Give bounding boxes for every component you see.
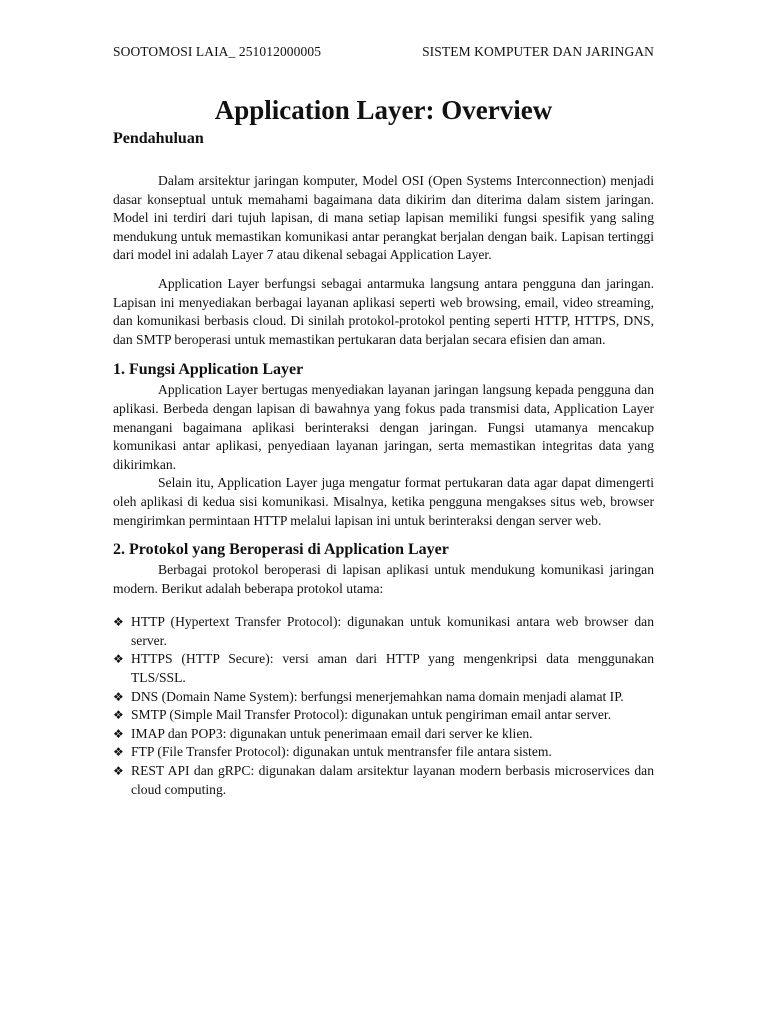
list-item (113, 706, 654, 725)
diamond-bullet-icon: ❖ (113, 615, 124, 630)
section-heading-protokol: 2. Protokol yang Beroperasi di Application Layer (113, 541, 449, 559)
list-item (113, 725, 654, 744)
diamond-bullet-icon: ❖ (113, 708, 124, 723)
header-author: SOOTOMOSI LAIA_ 251012000005 (113, 44, 322, 59)
document-title: Application Layer: Overview (214, 95, 553, 125)
list-item-text: IMAP dan POP3: digunakan untuk penerimaan email dari server ke klien. (131, 725, 533, 741)
section-heading-intro: Pendahuluan (113, 130, 204, 147)
section1-paragraph: Selain itu, Application Layer juga mengatur format pertukaran data agar dapat dimengerti oleh aplikasi di kedua sisi komunikasi. Misalnya, ketika pengguna mengakses situs web, browser mengirimkan permintaan HTTP melalui lapisan ini untuk berinteraksi dengan server web. (113, 475, 654, 528)
header-course: SISTEM KOMPUTER DAN JARINGAN (422, 44, 654, 59)
list-item-text: HTTPS (HTTP Secure): versi aman dari HTTP yang mengenkripsi data menggunakan TLS/SSL. (131, 651, 654, 686)
document-page (113, 44, 654, 799)
list-item-text: REST API dan gRPC: digunakan dalam arsitektur layanan modern berbasis microservices dan cloud computing. (131, 763, 654, 797)
diamond-bullet-icon: ❖ (113, 726, 124, 741)
section-heading-fungsi: 1. Fungsi Application Layer (113, 361, 304, 379)
list-item (113, 613, 654, 650)
intro-paragraph: Dalam arsitektur jaringan komputer, Model OSI (Open Systems Interconnection) menjadi dasar konseptual untuk memahami bagaimana data dikirim dan diterima dalam sistem jaringan. Model ini terdiri dari tujuh lapisan, di mana setiap lapisan memiliki fungsi spesifik yang saling mendukung untuk memastikan komunikasi antar perangkat berjalan dengan baik. Lapisan tertinggi dari model ini adalah Layer 7 atau dikenal sebagai Application Layer. (113, 173, 654, 263)
list-item (113, 743, 654, 762)
diamond-bullet-icon: ❖ (113, 764, 124, 779)
diamond-bullet-icon: ❖ (113, 689, 124, 704)
list-item (113, 688, 654, 707)
list-item (113, 650, 654, 687)
diamond-bullet-icon: ❖ (113, 652, 124, 667)
list-item-text: SMTP (Simple Mail Transfer Protocol): digunakan untuk pengiriman email antar server. (131, 707, 612, 723)
diamond-bullet-icon: ❖ (113, 745, 124, 760)
list-item-text: DNS (Domain Name System): berfungsi menerjemahkan nama domain menjadi alamat IP. (131, 688, 624, 704)
section2-paragraph: Berbagai protokol beroperasi di lapisan aplikasi untuk mendukung komunikasi jaringan modern. Berikut adalah beberapa protokol utama: (113, 562, 654, 596)
page-header (113, 44, 654, 66)
list-item-text: FTP (File Transfer Protocol): digunakan untuk mentransfer file antara sistem. (131, 744, 552, 760)
intro-paragraph: Application Layer berfungsi sebagai antarmuka langsung antara pengguna dan jaringan. Lapisan ini menyediakan berbagai layanan aplikasi seperti web browsing, email, video streaming, dan komunikasi berbasis cloud. Di sinilah protokol-protokol penting seperti HTTP, HTTPS, DNS, dan SMTP beroperasi untuk memastikan pertukaran data berjalan secara efisien dan aman. (113, 275, 654, 347)
list-item (113, 762, 654, 799)
list-item-text: HTTP (Hypertext Transfer Protocol): digunakan untuk komunikasi antara web browser dan server. (131, 614, 654, 648)
section1-paragraph: Application Layer bertugas menyediakan layanan jaringan langsung kepada pengguna dan aplikasi. Berbeda dengan lapisan di bawahnya yang fokus pada transmisi data, Application Layer menangani bagaimana aplikasi berinteraksi dengan jaringan. Fungsi utamanya mencakup komunikasi antar aplikasi, penyediaan layanan jaringan, serta memastikan integritas data yang dikirimkan. (113, 382, 654, 472)
protocol-list (113, 613, 654, 799)
